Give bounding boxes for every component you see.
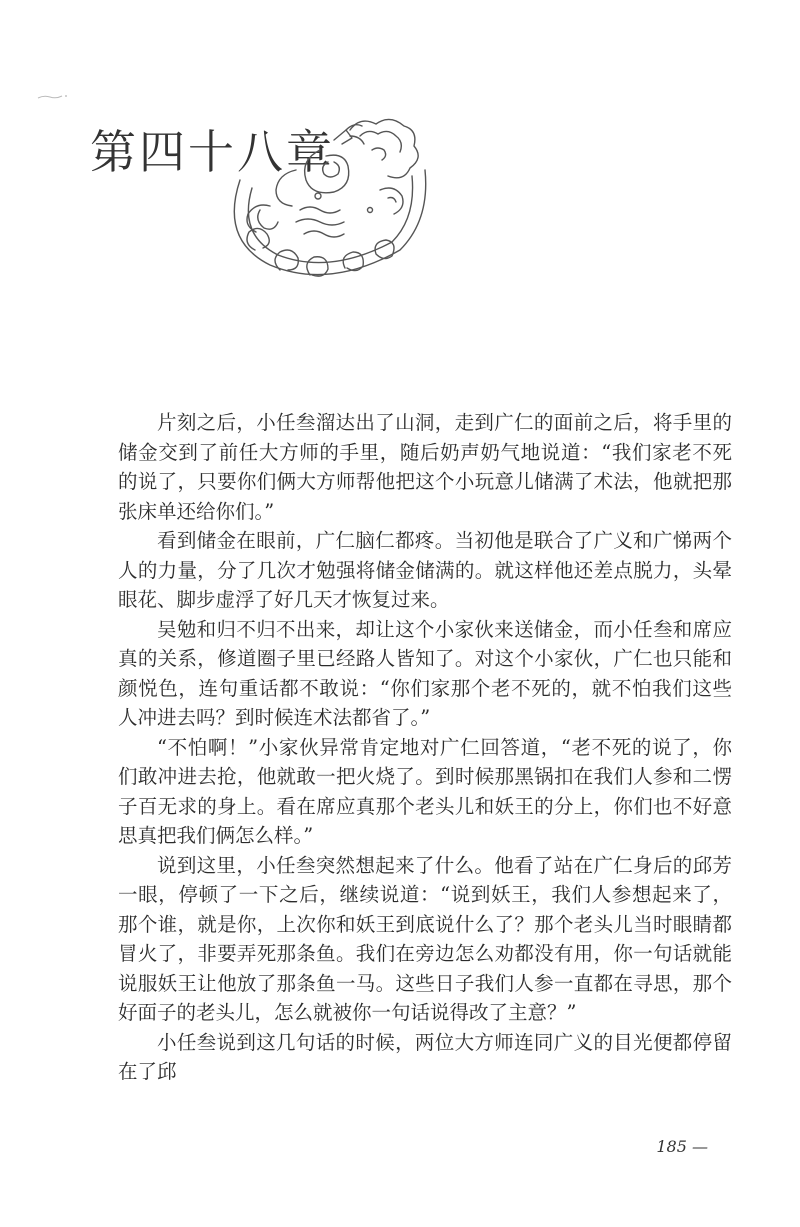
chapter-body (118, 408, 732, 1087)
cloud-dragon-ornament-icon (200, 110, 440, 280)
scan-speck-icon (36, 92, 76, 102)
paragraph: 片刻之后，小任叁溜达出了山洞，走到广仁的面前之后，将手里的储金交到了前任大方师的手里，随后奶声奶气地说道：“我们家老不死的说了，只要你们俩大方师帮他把这个小玩意儿储满了术法，他就把那张床单还给你们。” (118, 411, 732, 523)
paragraph: “不怕啊！”小家伙异常肯定地对广仁回答道，“老不死的说了，你们敢冲进去抢，他就敢一把火烧了。到时候那黑锅扣在我们人参和二愣子百无求的身上。看在席应真那个老头儿和妖王的分上，你们也不好意思真把我们俩怎么样。” (118, 735, 732, 847)
chapter-title: 第四十八章 (90, 125, 335, 179)
paragraph: 说到这里，小任叁突然想起来了什么。他看了站在广仁身后的邱芳一眼，停顿了一下之后，继续说道：“说到妖王，我们人参想起来了，那个谁，就是你，上次你和妖王到底说什么了？那个老头儿当时眼睛都冒火了，非要弄死那条鱼。我们在旁边怎么劝都没有用，你一句话就能说服妖王让他放了那条鱼一马。这些日子我们人参一直都在寻思，那个好面子的老头儿，怎么就被你一句话说得改了主意？” (118, 853, 732, 1024)
paragraph: 吴勉和归不归不出来，却让这个小家伙来送储金，而小任叁和席应真的关系，修道圈子里已经路人皆知了。对这个小家伙，广仁也只能和颜悦色，连句重话都不敢说：“你们家那个老不死的，就不怕我们这些人冲进去吗？到时候连术法都省了。” (118, 617, 732, 729)
page-number: 185 — (656, 1137, 708, 1156)
paragraph: 看到储金在眼前，广仁脑仁都疼。当初他是联合了广义和广悌两个人的力量，分了几次才勉强将储金储满的。就这样他还差点脱力，头晕眼花、脚步虚浮了好几天才恢复过来。 (118, 529, 732, 611)
paragraph: 小任叁说到这几句话的时候，两位大方师连同广义的目光便都停留在了邱 (118, 1030, 732, 1083)
